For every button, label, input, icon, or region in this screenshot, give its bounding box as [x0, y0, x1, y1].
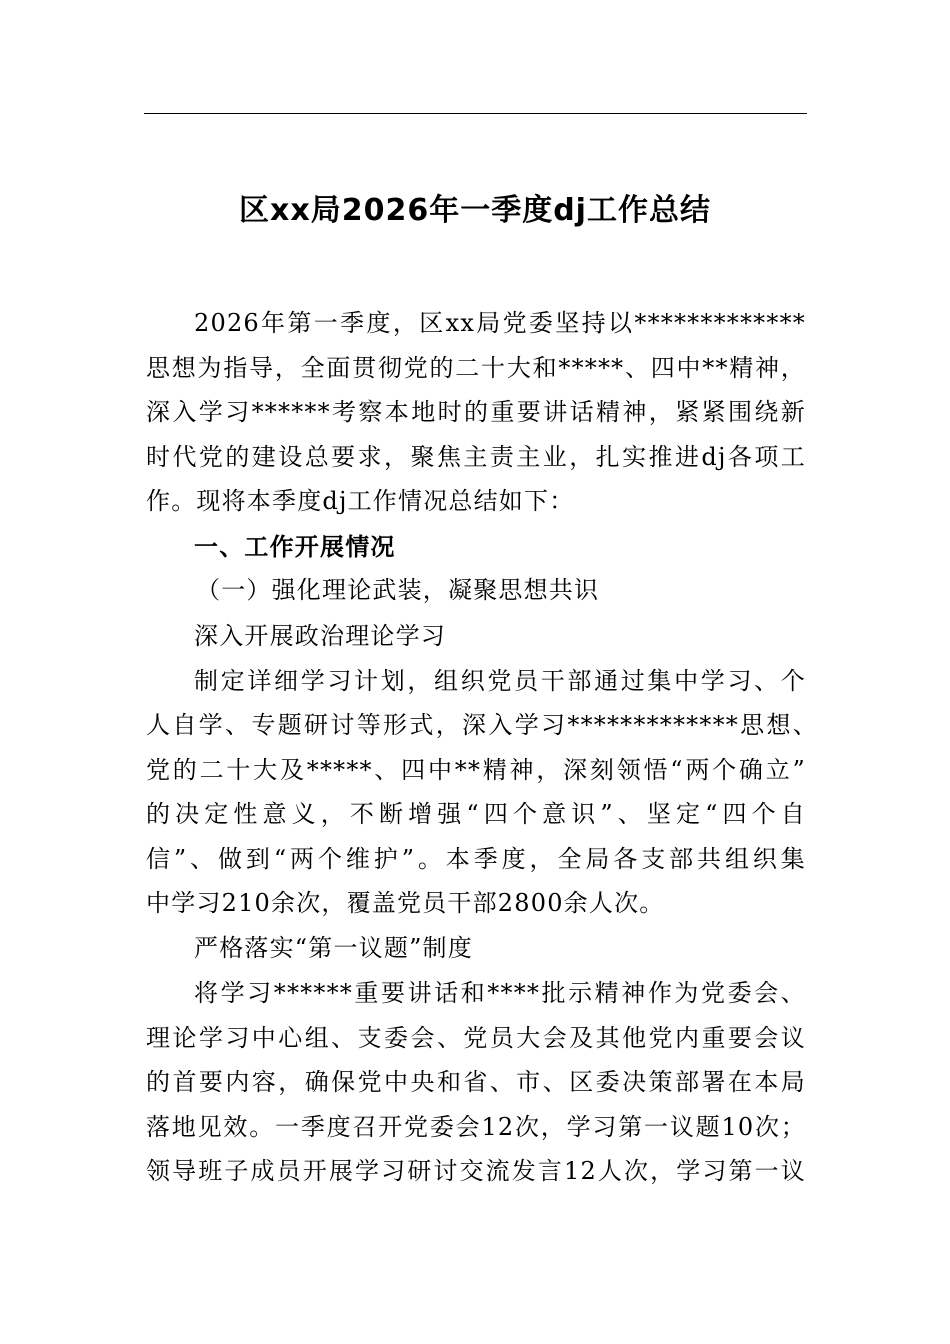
paragraph-line: 中学习210余次，覆盖党员干部2800余人次。: [146, 889, 665, 917]
paragraph-line: 落地见效。一季度召开党委会12次，学习第一议题10次；: [146, 1113, 806, 1141]
paragraph-line: 的首要内容，确保党中央和省、市、区委决策部署在本局: [146, 1068, 806, 1096]
topic-heading: 严格落实“第一议题”制度: [194, 934, 473, 962]
section-heading: 一、工作开展情况: [194, 533, 396, 561]
paragraph-line: 时代党的建设总要求，聚焦主责主业，扎实推进dj各项工: [146, 443, 806, 471]
paragraph-line: 制定详细学习计划，组织党员干部通过集中学习、个: [194, 667, 806, 695]
paragraph-line: 领导班子成员开展学习研讨交流发言12人次，学习第一议: [146, 1157, 806, 1185]
header-rule: [144, 113, 807, 114]
paragraph-line: 将学习******重要讲话和****批示精神作为党委会、: [194, 979, 806, 1007]
paragraph-line: 深入学习******考察本地时的重要讲话精神，紧紧围绕新: [146, 398, 806, 426]
topic-heading: 深入开展政治理论学习: [194, 622, 446, 650]
paragraph-line: 人自学、专题研讨等形式，深入学习*************思想、: [146, 711, 818, 739]
paragraph-line: 的决定性意义，不断增强“四个意识”、坚定“四个自: [146, 800, 806, 828]
paragraph-line: 2026年第一季度，区xx局党委坚持以*************: [194, 309, 806, 337]
paragraph-line: 作。现将本季度dj工作情况总结如下：: [146, 487, 575, 515]
paragraph-line: 信”、做到“两个维护”。本季度，全局各支部共组织集: [146, 845, 806, 873]
paragraph-line: 思想为指导，全面贯彻党的二十大和*****、四中**精神，: [146, 354, 806, 382]
subsection-heading: （一）强化理论武装，凝聚思想共识: [196, 576, 600, 604]
document-title: 区xx局2026年一季度dj工作总结: [239, 193, 711, 228]
paragraph-line: 理论学习中心组、支委会、党员大会及其他党内重要会议: [146, 1024, 806, 1052]
paragraph-line: 党的二十大及*****、四中**精神，深刻领悟“两个确立”: [146, 756, 806, 784]
